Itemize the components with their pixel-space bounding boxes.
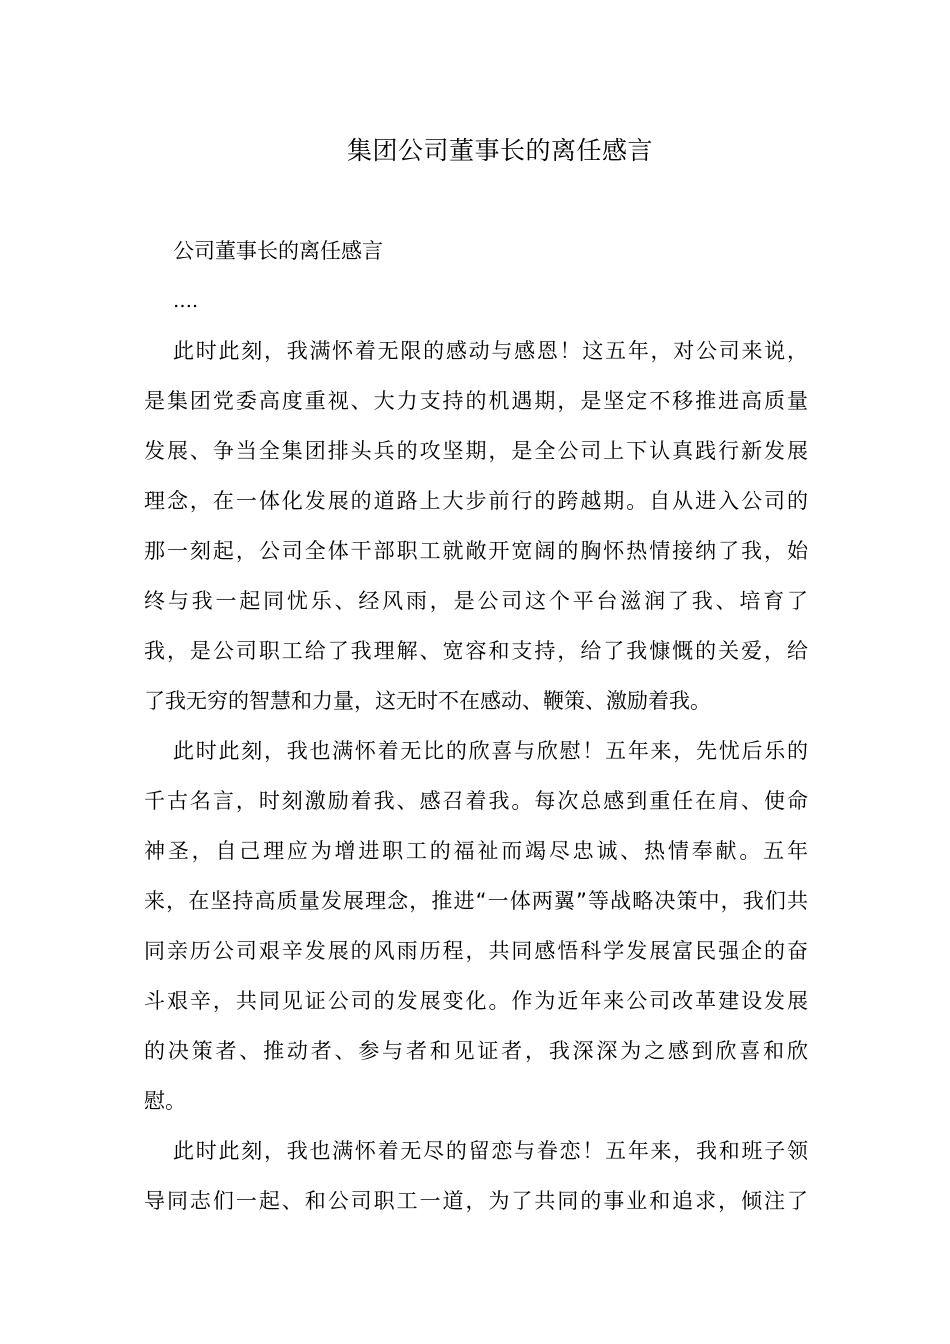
document-title: 集团公司董事长的离任感言: [346, 136, 653, 165]
paragraph-line: 终与我一起同忧乐、经风雨，是公司这个平台滋润了我、培育了: [144, 589, 808, 613]
paragraph-line: 理念，在一体化发展的道路上大步前行的跨越期。自从进入公司的: [144, 489, 808, 513]
document-subtitle: 公司董事长的离任感言: [173, 239, 383, 263]
paragraph-2: [144, 726, 808, 1126]
paragraph-1: [144, 326, 808, 726]
document-body: [144, 226, 808, 1226]
paragraph-line: 千古名言，时刻激励着我、感召着我。每次总感到重任在肩、使命: [144, 789, 808, 813]
ellipsis-text: ….: [173, 290, 199, 312]
paragraph-line: 了我无穷的智慧和力量，这无时不在感动、鞭策、激励着我。: [144, 689, 711, 713]
paragraph-line: 的决策者、推动者、参与者和见证者，我深深为之感到欣喜和欣: [144, 1039, 808, 1063]
paragraph-line: 是集团党委高度重视、大力支持的机遇期，是坚定不移推进高质量: [144, 389, 808, 413]
paragraph-line: 发展、争当全集团排头兵的攻坚期，是全公司上下认真践行新发展: [144, 439, 808, 463]
paragraph-line: 我，是公司职工给了我理解、宽容和支持，给了我慷慨的关爱，给: [144, 639, 808, 663]
paragraph-line: 来，在坚持高质量发展理念，推进“一体两翼”等战略决策中，我们共: [144, 889, 808, 913]
paragraph-line: 慰。: [144, 1089, 186, 1113]
paragraph-3: [144, 1126, 808, 1226]
paragraph-line: 同亲历公司艰辛发展的风雨历程，共同感悟科学发展富民强企的奋: [144, 939, 808, 963]
paragraph-line: 斗艰辛，共同见证公司的发展变化。作为近年来公司改革建设发展: [144, 989, 808, 1013]
paragraph-line: 此时此刻，我也满怀着无尽的留恋与眷恋！五年来，我和班子领: [173, 1139, 808, 1163]
paragraph-line: 那一刻起，公司全体干部职工就敞开宽阔的胸怀热情接纳了我，始: [144, 539, 808, 563]
paragraph-line: 神圣，自己理应为增进职工的福祉而竭尽忠诚、热情奉献。五年: [144, 839, 808, 863]
paragraph-line: 导同志们一起、和公司职工一道，为了共同的事业和追求，倾注了: [144, 1189, 808, 1213]
paragraph-line: 此时此刻，我也满怀着无比的欣喜与欣慰！五年来，先忧后乐的: [173, 739, 808, 763]
paragraph-line: 此时此刻，我满怀着无限的感动与感恩！这五年，对公司来说，: [173, 339, 808, 363]
